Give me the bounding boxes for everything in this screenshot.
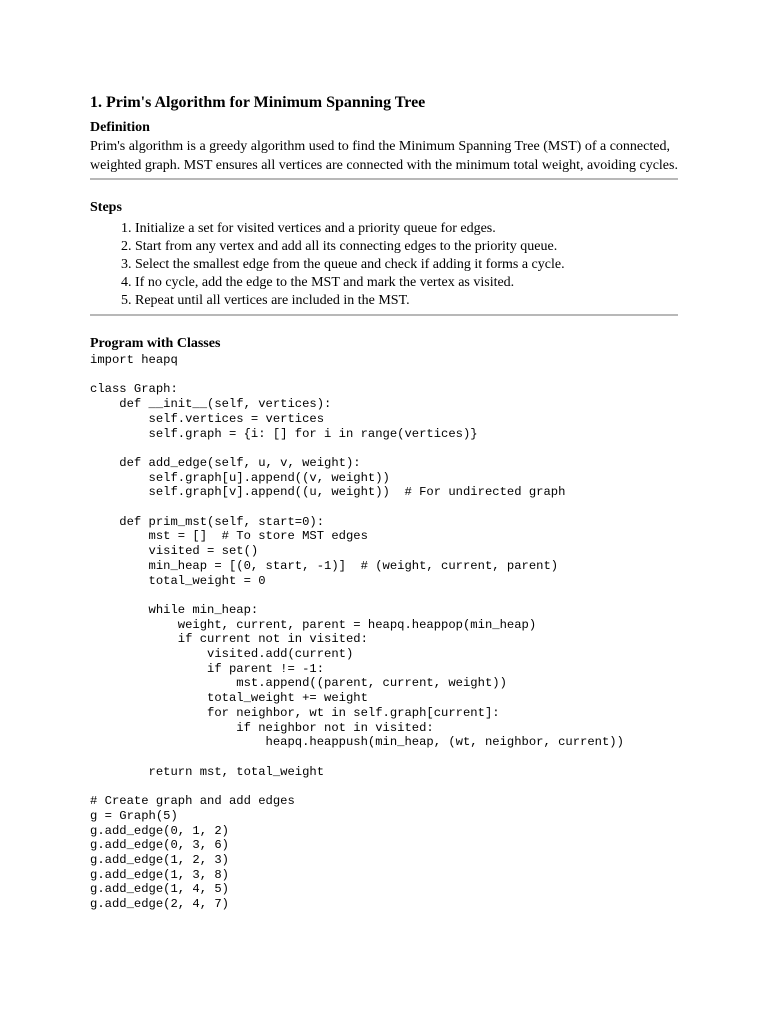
step-item: 5. Repeat until all vertices are included in the MST.	[135, 292, 678, 310]
step-item: 2. Start from any vertex and add all its connecting edges to the priority queue.	[135, 238, 678, 256]
step-item: 4. If no cycle, add the edge to the MST and mark the vertex as visited.	[135, 274, 678, 292]
document-page	[90, 93, 678, 912]
step-item: 3. Select the smallest edge from the queue and check if adding it forms a cycle.	[135, 256, 678, 274]
definition-text: Prim's algorithm is a greedy algorithm used to find the Minimum Spanning Tree (MST) of a connected, weighted graph. MST ensures all vertices are connected with the minimum total weight, avoiding cycles.	[90, 139, 678, 173]
steps-heading: Steps	[90, 200, 122, 215]
definition-heading: Definition	[90, 120, 150, 135]
program-heading: Program with Classes	[90, 336, 221, 351]
section-title: 1. Prim's Algorithm for Minimum Spanning Tree	[90, 94, 426, 111]
step-item: 1. Initialize a set for visited vertices and a priority queue for edges.	[135, 220, 678, 238]
divider	[90, 178, 678, 180]
divider	[90, 314, 678, 316]
code-block: import heapq class Graph: def __init__(self, vertices): self.vertices = vertices self.graph = {i: [] for i in range(vertices)} def add_edge(self, u, v, weight): self.graph[u].append((v, weight)) self.graph[v].append((u, weight)) # For undirected graph def prim_mst(self, start=0): mst = [] # To store MST edges visited = set() min_heap = [(0, start, -1)] # (weight, current, parent) total_weight = 0 while min_heap: weight, current, parent = heapq.heappop(min_heap) if current not in visited: visited.add(current) if parent != -1: mst.append((parent, current, weight)) total_weight += weight for neighbor, wt in self.graph[current]: if neighbor not in visited: heapq.heappush(min_heap, (wt, neighbor, current)) return mst, total_weight # Create graph and add edges g = Graph(5) g.add_edge(0, 1, 2) g.add_edge(0, 3, 6) g.add_edge(1, 2, 3) g.add_edge(1, 3, 8) g.add_edge(1, 4, 5) g.add_edge(2, 4, 7)	[90, 353, 624, 912]
steps-list	[90, 220, 678, 310]
